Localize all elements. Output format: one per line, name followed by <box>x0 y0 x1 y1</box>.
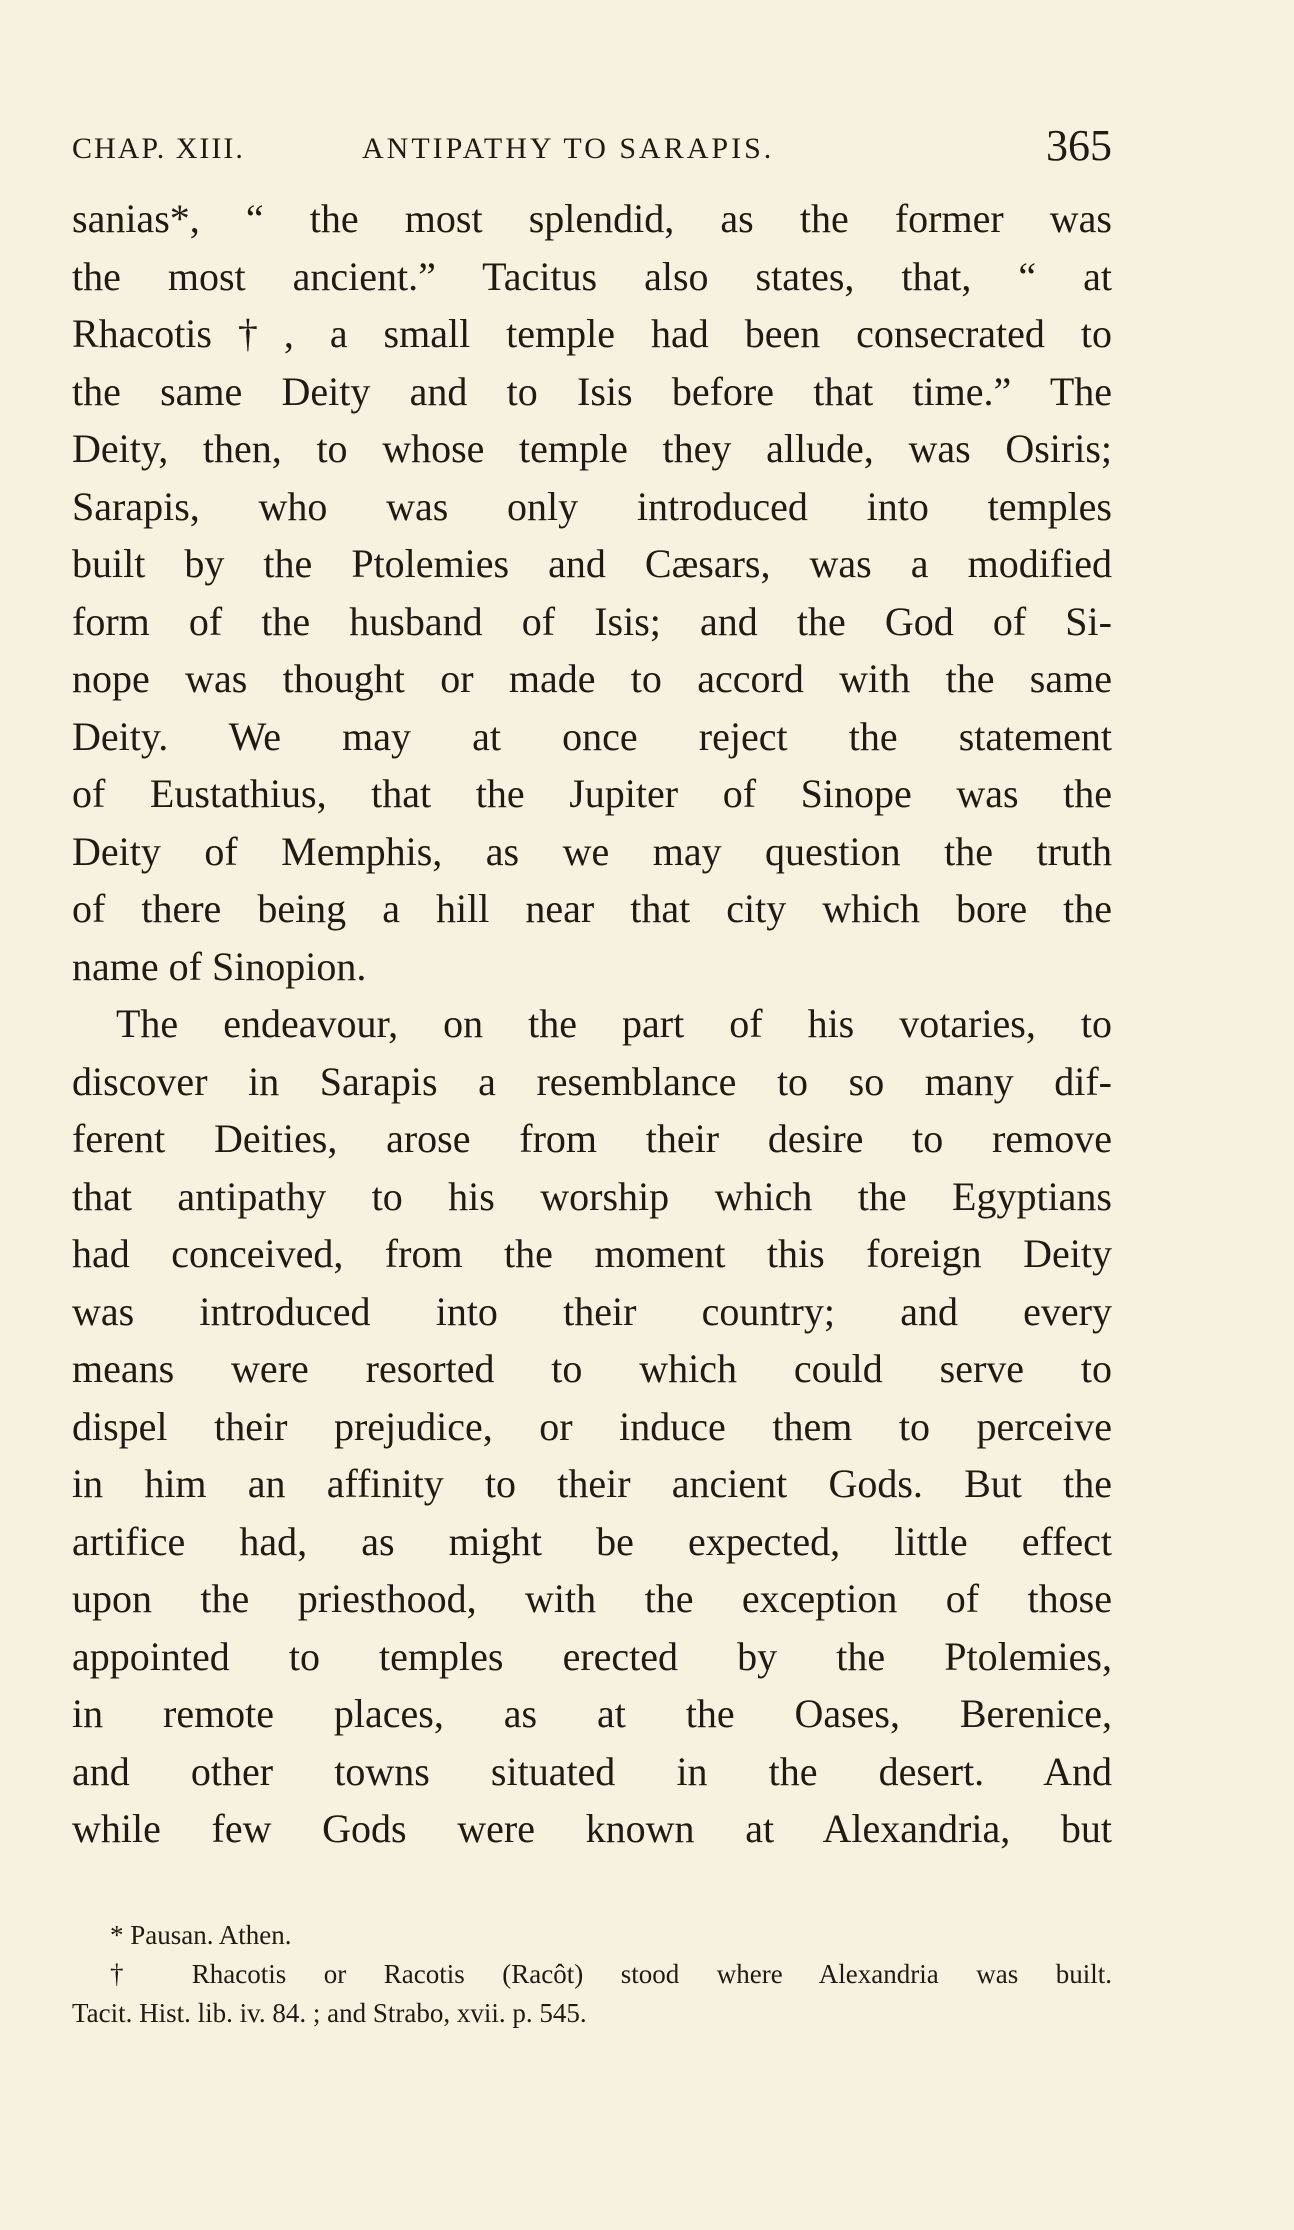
text-line: in him an affinity to their ancient Gods. But the <box>72 1461 1112 1506</box>
text-line: sanias*, “ the most splendid, as the former was <box>72 196 1112 241</box>
text-line: Deity of Memphis, as we may question the truth <box>72 828 1112 874</box>
text-line: of Eustathius, that the Jupiter of Sinope was the <box>72 771 1112 816</box>
paragraph-end-line: name of Sinopion. <box>72 943 367 989</box>
text-line: Rhacotis†, a small temple had been consecrated to <box>72 311 1112 356</box>
text-line: ferent Deities, arose from their desire to remove <box>72 1116 1112 1161</box>
footnote-1: * Pausan. Athen. <box>110 1920 292 1950</box>
text-line: had conceived, from the moment this foreign Deity <box>72 1231 1112 1276</box>
text-line: in remote places, as at the Oases, Berenice, <box>72 1691 1112 1736</box>
footnotes <box>72 1916 1112 2033</box>
text-line: built by the Ptolemies and Cæsars, was a modified <box>72 541 1112 586</box>
text-line: Deity, then, to whose temple they allude, was Osiris; <box>72 426 1112 471</box>
text-line: while few Gods were known at Alexandria, but <box>72 1806 1112 1851</box>
text-line: was introduced into their country; and every <box>72 1288 1112 1334</box>
text-line: the same Deity and to Isis before that time.” The <box>72 368 1112 414</box>
footnote-2-continued: Tacit. Hist. lib. iv. 84. ; and Strabo, xvii. p. 545. <box>72 1998 587 2028</box>
running-header <box>72 120 1112 180</box>
chapter-label: CHAP. XIII. <box>72 132 245 165</box>
text-line: the most ancient.” Tacitus also states, that, “ at <box>72 253 1112 299</box>
text-line: appointed to temples erected by the Ptolemies, <box>72 1633 1112 1679</box>
text-line: upon the priesthood, with the exception of those <box>72 1576 1112 1621</box>
text-line: Sarapis, who was only introduced into temples <box>72 483 1112 529</box>
body-text <box>72 190 1112 1858</box>
text-line: means were resorted to which could serve to <box>72 1346 1112 1391</box>
text-line: that antipathy to his worship which the Egyptians <box>72 1173 1112 1219</box>
footnote-2: † Rhacotis or Racotis (Racôt) stood where Alexandria was built. <box>110 1959 1112 1989</box>
page-number: 365 <box>1046 121 1112 170</box>
text-line: nope was thought or made to accord with the same <box>72 656 1112 701</box>
text-line: of there being a hill near that city which bore the <box>72 886 1112 931</box>
text-line: dispel their prejudice, or induce them to perceive <box>72 1403 1112 1449</box>
running-title: ANTIPATHY TO SARAPIS. <box>362 132 775 165</box>
paragraph-start-line: The endeavour, on the part of his votaries, to <box>116 1001 1112 1046</box>
text-line: and other towns situated in the desert. And <box>72 1748 1112 1794</box>
text-line: Deity. We may at once reject the statement <box>72 713 1112 759</box>
text-line: discover in Sarapis a resemblance to so many dif- <box>72 1058 1112 1104</box>
text-line: form of the husband of Isis; and the God of Si- <box>72 598 1112 644</box>
text-line: artifice had, as might be expected, little effect <box>72 1518 1112 1564</box>
